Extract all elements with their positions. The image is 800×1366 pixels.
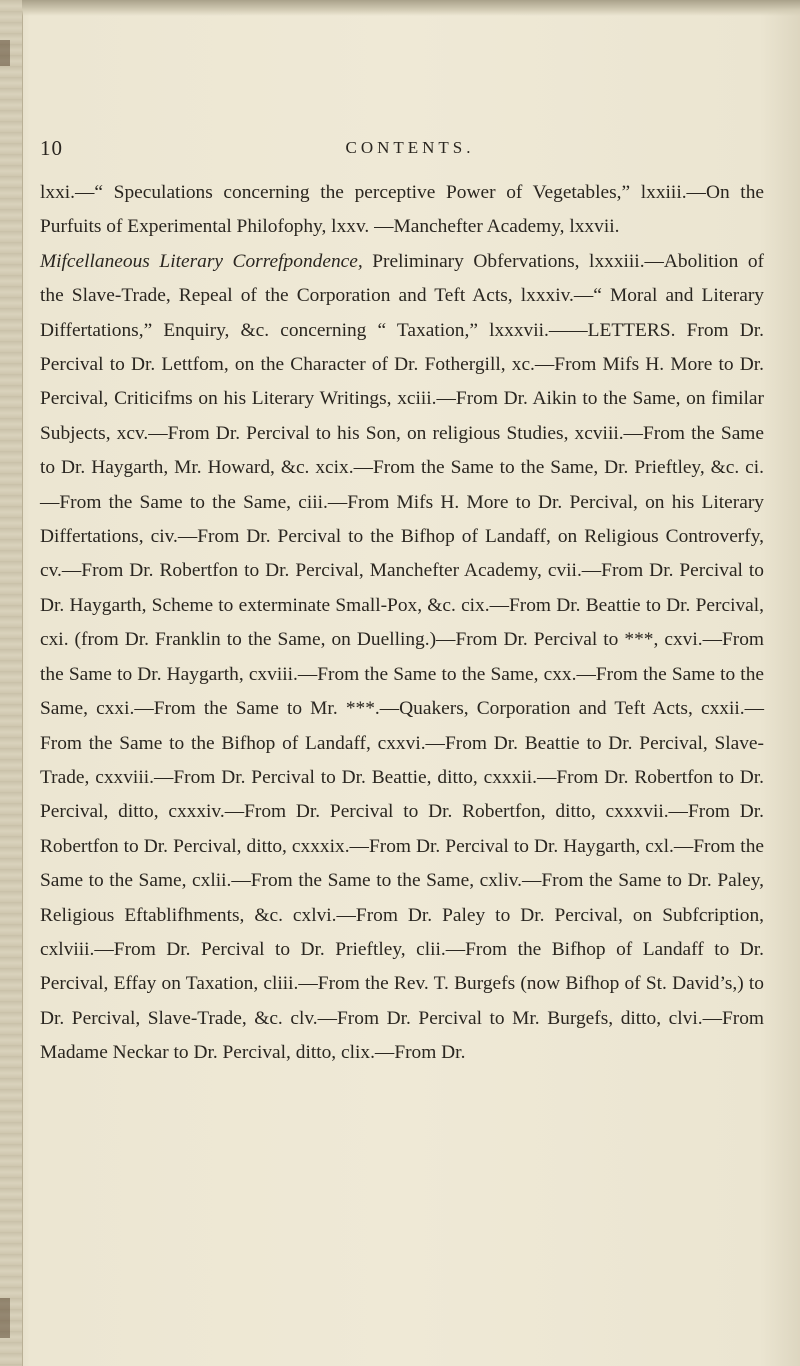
section-text: Preliminary Obfervations, lxxxiii.—Abolition of the Slave-Trade, Repeal of the Corporation and Teft Acts, lxxxiv.—“ Moral and Literary Differtations,” Enquiry, &c. concerning “ Taxation,” lxxxvii.——LETTERS. From Dr. Percival to Dr. Lettfom, on the Character of Dr. Fothergill, xc.—From Mifs H. More to Dr. Percival, Criticifms on his Literary Writings, xciii.—From Dr. Aikin to the Same, on fimilar Subjects, xcv.—From Dr. Percival to his Son, on religious Studies, xcviii.—From the Same to Dr. Haygarth, Mr. Howard, &c. xcix.—From the Same to the Same, Dr. Prieftley, &c. ci.—From the Same to the Same, ciii.—From Mifs H. More to Dr. Percival, on his Literary Differtations, civ.—From Dr. Percival to the Bifhop of Landaff, on Religious Controverfy, cv.—From Dr. Robertfon to Dr. Percival, Manchefter Academy, cvii.—From Dr. Percival to Dr. Haygarth, Scheme to exterminate Small-Pox, &c. cix.—From Dr. Beattie to Dr. Percival, cxi. (from Dr. Franklin to the Same, on Duelling.)—From Dr. Percival to ***, cxvi.—From the Same to Dr. Haygarth, cxviii.—From the Same to the Same, cxx.—From the Same to the Same, cxxi.—From the Same to Mr. ***.—Quakers, Corporation and Teft Acts, cxxii.—From the Same to the Bifhop of Landaff, cxxvi.—From Dr. Beattie to Dr. Percival, Slave-Trade, cxxviii.—From Dr. Percival to Dr. Beattie, ditto, cxxxii.—From Dr. Robertfon to Dr. Percival, ditto, cxxxiv.—From Dr. Percival to Dr. Robertfon, ditto, cxxxvii.—From Dr. Robertfon to Dr. Percival, ditto, cxxxix.—From Dr. Percival to Dr. Haygarth, cxl.—From the Same to the Same, cxlii.—From the Same to the Same, cxliv.—From the Same to Dr. Paley, Religious Eftablifhments, &c. cxlvi.—From Dr. Paley to Dr. Percival, on Subfcription, cxlviii.—From Dr. Percival to Dr. Prieftley, clii.—From the Bifhop of Landaff to Dr. Percival, Effay on Taxation, cliii.—From the Rev. T. Burgefs (now Bifhop of St. David’s,) to Dr. Percival, Slave-Trade, &c. clv.—From Dr. Percival to Mr. Burgefs, ditto, clvi.—From Madame Neckar to Dr. Percival, ditto, clix.—From Dr. [40,250,764,1064]
binding-gutter [0,0,23,1366]
running-head: CONTENTS. [345,138,475,157]
contents-text [40,176,764,1071]
contents-paragraph-2 [40,245,764,1071]
page-top-shadow [22,0,800,16]
binding-mark [0,1298,10,1338]
page-header [40,136,780,170]
contents-paragraph-1: lxxi.—“ Speculations concerning the perceptive Power of Vegetables,” lxxiii.—On the Purfuits of Experimental Philofophy, lxxv. —Manchefter Academy, lxxvii. [40,182,764,238]
page-number: 10 [40,136,63,160]
binding-mark [0,40,10,66]
section-heading: Mifcellaneous Literary Correfpondence, [40,250,363,272]
